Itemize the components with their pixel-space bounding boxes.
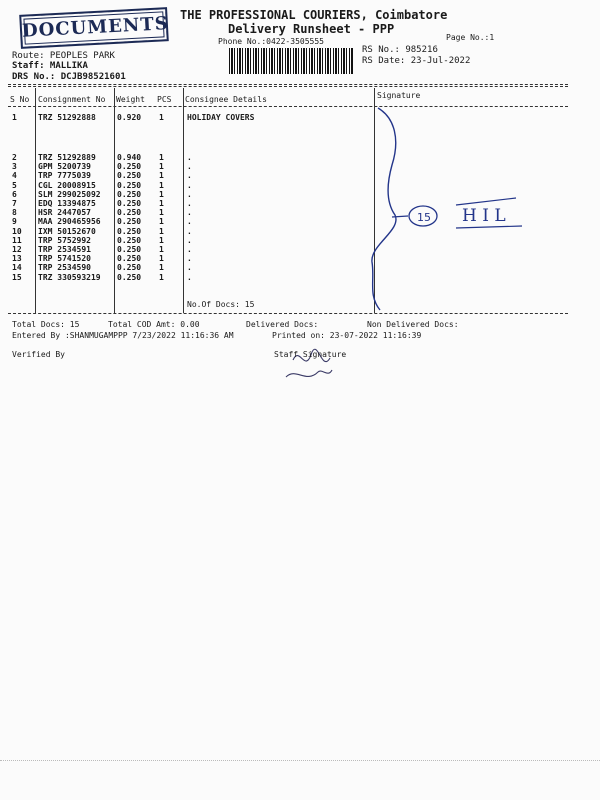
row-pcs: 1 [159,217,164,227]
row-pcs: 1 [159,162,164,172]
row-consignment: SLM 299025092 [38,189,101,199]
total-cod: Total COD Amt: 0.00 [108,320,200,329]
row-pcs: 1 [159,245,164,254]
phone-number: Phone No.:0422-3505555 [218,37,324,46]
row-weight: 0.920 [117,113,142,122]
row-details: . [187,199,192,208]
row-weight: 0.250 [117,199,142,208]
delivered-docs: Delivered Docs: [246,320,319,329]
row-weight: 0.250 [117,189,142,199]
row-weight: 0.250 [117,162,142,172]
row-details: . [187,263,192,273]
row-details: . [187,171,192,181]
row-sno: 15 [12,272,22,282]
row-details: . [187,153,192,162]
row-pcs: 1 [159,235,164,245]
header-consignment: Consignment No [38,95,106,104]
route-label: Route: PEOPLES PARK [12,51,115,61]
row-details: HOLIDAY COVERS [187,113,255,122]
row-pcs: 1 [159,263,164,273]
row-pcs: 1 [159,208,164,218]
row-consignment: TRP 5752992 [38,235,91,245]
rs-number: RS No.: 985216 [362,45,438,55]
row-details: . [187,272,192,282]
row-weight: 0.250 [117,217,142,227]
row-sno: 8 [12,208,17,218]
row-consignment: MAA 290465956 [38,217,101,227]
row-sno: 4 [12,171,17,181]
row-pcs: 1 [159,272,164,282]
row-weight: 0.250 [117,208,142,218]
row-details: . [187,189,192,199]
row-weight: 0.250 [117,235,142,245]
row-pcs: 1 [159,180,164,190]
printed-on: Printed on: 23-07-2022 11:16:39 [272,331,422,340]
row-details: . [187,217,192,227]
row-details: . [187,235,192,245]
row-pcs: 1 [159,171,164,181]
row-details: . [187,208,192,218]
staff-signature: Staff Signature [274,350,347,359]
row-sno: 13 [12,254,22,264]
row-sno: 12 [12,245,22,254]
row-sno: 3 [12,162,17,172]
total-docs: Total Docs: 15 [12,320,80,329]
row-weight: 0.250 [117,254,142,264]
row-consignment: TRP 5741520 [38,254,91,264]
header-details: Consignee Details [185,95,267,104]
row-consignment: TRZ 330593219 [38,272,101,282]
header-pcs: PCS [157,95,172,104]
documents-stamp: DOCUMENTS [19,7,169,49]
header-weight: Weight [116,95,145,104]
non-delivered-docs: Non Delivered Docs: [367,320,459,329]
row-pcs: 1 [159,226,164,236]
count-stroke [392,216,408,217]
row-pcs: 1 [159,113,164,122]
row-weight: 0.250 [117,263,142,273]
page-number: Page No.:1 [446,33,495,42]
row-consignment: EDQ 13394875 [38,199,96,208]
row-sno: 14 [12,263,22,273]
row-sno: 11 [12,235,22,245]
verified-by: Verified By [12,350,65,359]
row-consignment: IXM 50152670 [38,226,96,236]
handwritten-initials: H I L [462,206,506,226]
row-consignment: CGL 20008915 [38,180,96,190]
drs-number: DRS No.: DCJB98521601 [12,72,126,82]
row-details: . [187,226,192,236]
row-sno: 6 [12,189,17,199]
row-pcs: 1 [159,254,164,264]
row-details: . [187,254,192,264]
row-details: . [187,245,192,254]
row-consignment: GPM 5200739 [38,162,91,172]
row-weight: 0.940 [117,153,142,162]
row-pcs: 1 [159,153,164,162]
header-signature: Signature [377,91,421,100]
handwritten-count: 15 [417,211,431,224]
row-sno: 1 [12,113,17,122]
row-weight: 0.250 [117,245,142,254]
signature-bracket [372,108,396,310]
row-weight: 0.250 [117,272,142,282]
row-details: . [187,180,192,190]
row-consignment: HSR 2447057 [38,208,91,218]
row-consignment: TRP 2534591 [38,245,91,254]
row-consignment: TRZ 51292888 [38,113,96,122]
header-sno: S No [10,95,30,104]
row-details: . [187,162,192,172]
staff-label: Staff: MALLIKA [12,61,88,71]
row-consignment: TRZ 51292889 [38,153,96,162]
row-sno: 2 [12,153,17,162]
scan-noise-line [0,760,600,762]
row-weight: 0.250 [117,180,142,190]
row-sno: 9 [12,217,17,227]
runsheet-title: Delivery Runsheet - PPP [228,22,395,36]
row-consignment: TRP 2534590 [38,263,91,273]
row-sno: 7 [12,199,17,208]
row-sno: 5 [12,180,17,190]
company-name: THE PROFESSIONAL COURIERS, Coimbatore [180,8,448,22]
row-consignment: TRP 7775039 [38,171,91,181]
row-weight: 0.250 [117,226,142,236]
row-weight: 0.250 [117,171,142,181]
rs-date: RS Date: 23-Jul-2022 [362,56,471,66]
entered-by: Entered By :SHANMUGAMPPP 7/23/2022 11:16:36 AM [12,331,234,340]
no-of-docs: No.Of Docs: 15 [187,300,255,309]
row-pcs: 1 [159,189,164,199]
row-pcs: 1 [159,199,164,208]
row-sno: 10 [12,226,22,236]
